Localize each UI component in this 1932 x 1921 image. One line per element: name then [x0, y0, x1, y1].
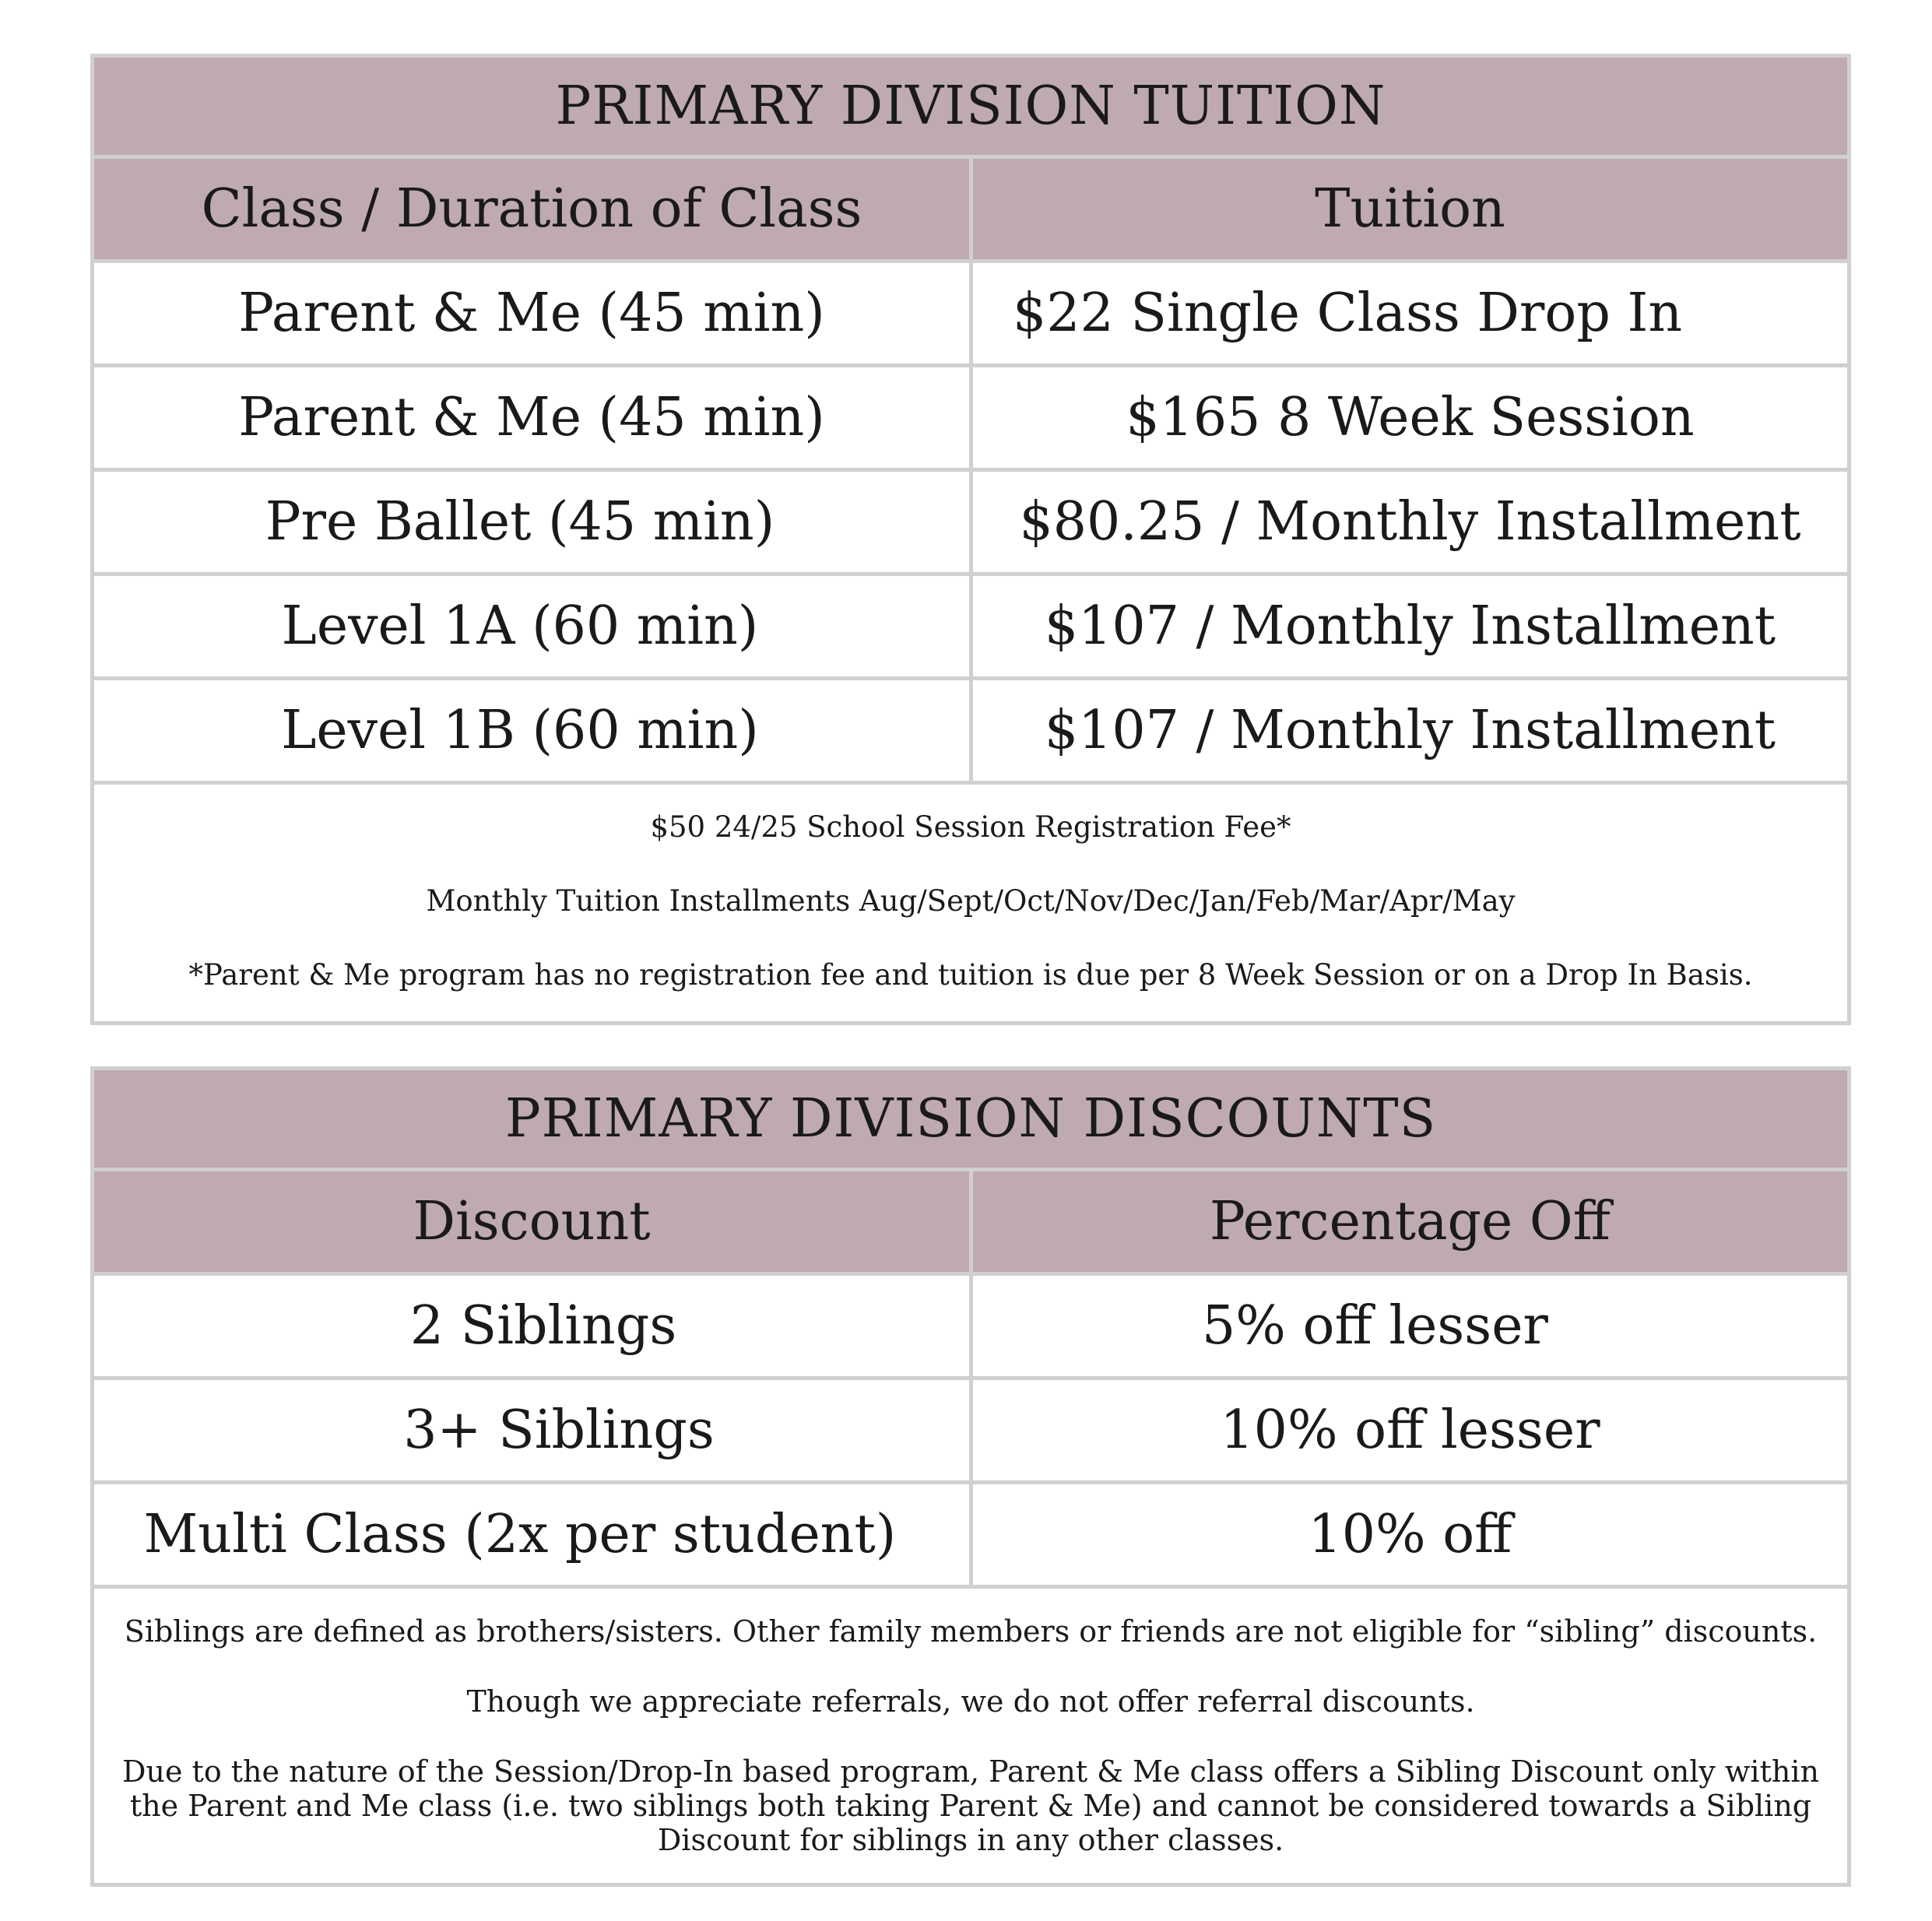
discount-header-row	[94, 1171, 1847, 1276]
discount-notes	[94, 1589, 1847, 1857]
discount-cell: 3+ Siblings	[94, 1380, 973, 1480]
tuition-cell: $107 / Monthly Installment	[1044, 700, 1776, 761]
tuition-header-tuition: Tuition	[1315, 178, 1505, 240]
table-row	[94, 367, 1847, 472]
table-row	[94, 472, 1847, 576]
tuition-header-row	[94, 159, 1847, 263]
discount-header-discount: Discount	[94, 1171, 973, 1272]
discount-header-percentage: Percentage Off	[1210, 1191, 1611, 1252]
percentage-cell: 10% off lesser	[1220, 1399, 1600, 1461]
table-row	[94, 263, 1847, 367]
percentage-cell: 10% off	[1308, 1504, 1512, 1565]
tuition-cell: $22 Single Class Drop In	[1013, 283, 1683, 344]
installments-note: Monthly Tuition Installments Aug/Sept/Oct/Nov/Dec/Jan/Feb/Mar/Apr/May	[426, 884, 1516, 918]
table-row	[94, 1380, 1847, 1484]
class-cell: Parent & Me (45 min)	[94, 263, 973, 363]
discount-table	[90, 1066, 1851, 1887]
class-cell: Level 1A (60 min)	[94, 576, 973, 676]
discount-cell: Multi Class (2x per student)	[94, 1484, 973, 1585]
discount-cell: 2 Siblings	[94, 1276, 973, 1376]
table-row	[94, 680, 1847, 785]
table-row	[94, 576, 1847, 680]
class-cell: Pre Ballet (45 min)	[94, 472, 973, 572]
table-row	[94, 1484, 1847, 1589]
class-cell: Parent & Me (45 min)	[94, 367, 973, 468]
percentage-cell: 5% off lesser	[1202, 1295, 1548, 1357]
table-row	[94, 1276, 1847, 1380]
siblings-definition-note: Siblings are defined as brothers/sisters. Other family members or friends are not eligible for “sibling” discounts.	[124, 1614, 1818, 1649]
tuition-cell: $107 / Monthly Installment	[1044, 595, 1776, 657]
parent-me-note: *Parent & Me program has no registration fee and tuition is due per 8 Week Session or on a Drop In Basis.	[188, 958, 1753, 992]
tuition-header-class: Class / Duration of Class	[94, 159, 973, 259]
tuition-notes	[94, 785, 1847, 992]
registration-fee-note: $50 24/25 School Session Registration Fee*	[650, 810, 1291, 844]
tuition-title: PRIMARY DIVISION TUITION	[94, 58, 1847, 159]
tuition-cell: $165 8 Week Session	[1126, 387, 1695, 448]
parent-me-sibling-note: Due to the nature of the Session/Drop-In based program, Parent & Me class offers a Sibling Discount only within the Parent and Me class (i.e. two siblings both taking Parent & Me) and cannot be considered towards a Sibling Discount for siblings in any other classes.	[122, 1754, 1819, 1857]
tuition-table	[90, 54, 1851, 1025]
referral-note: Though we appreciate referrals, we do not offer referral discounts.	[466, 1684, 1475, 1719]
class-cell: Level 1B (60 min)	[94, 680, 973, 781]
discount-title: PRIMARY DIVISION DISCOUNTS	[94, 1070, 1847, 1171]
tuition-cell: $80.25 / Monthly Installment	[1019, 491, 1801, 553]
